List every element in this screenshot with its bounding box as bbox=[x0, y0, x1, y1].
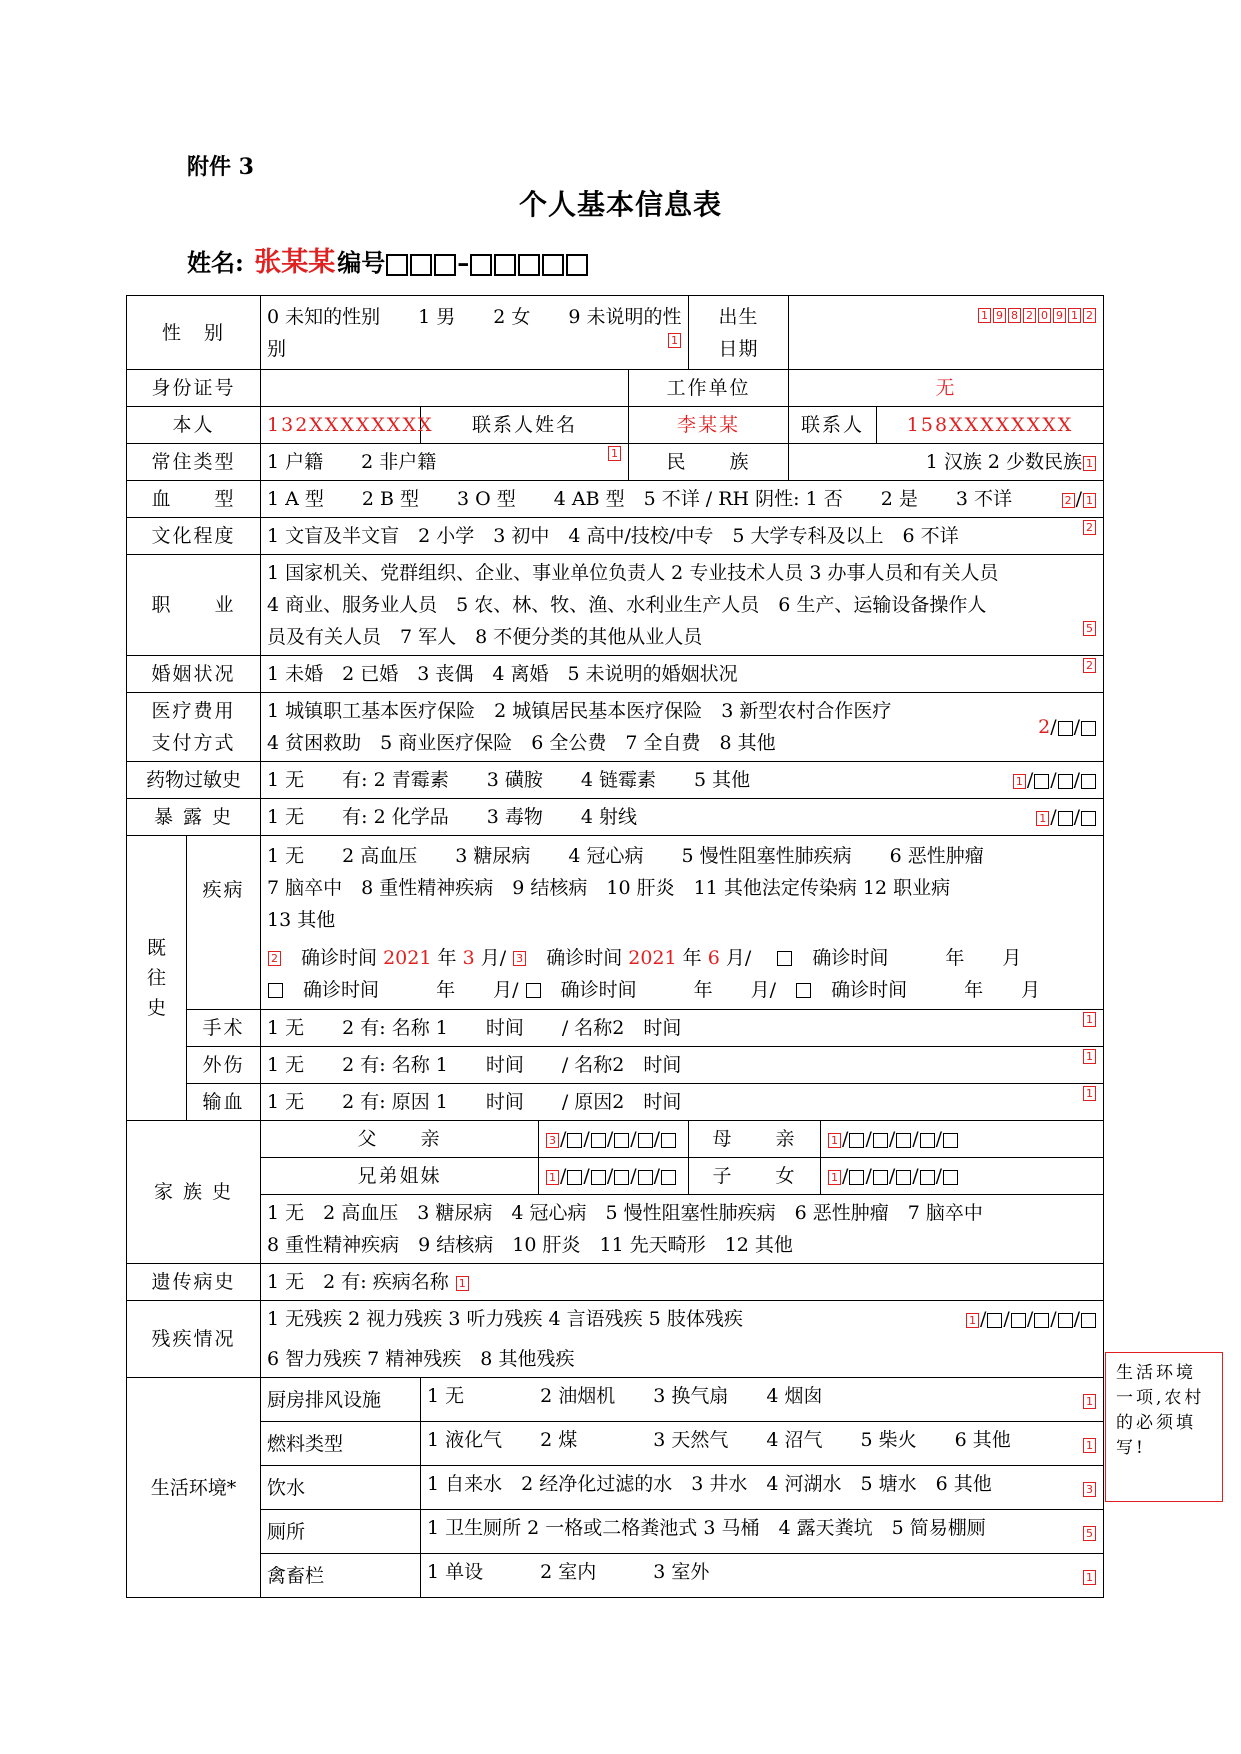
family-history-label: 家 族 史 bbox=[127, 1121, 261, 1264]
living-row-label: 厨房排风设施 bbox=[261, 1378, 421, 1422]
mother-label: 母 亲 bbox=[689, 1121, 821, 1158]
annex-label: 附件 3 bbox=[187, 154, 254, 180]
past-history-label: 既往史 bbox=[127, 836, 187, 1121]
birth-digit: 1 bbox=[1068, 308, 1081, 323]
transfusion-field[interactable]: 1 无 2 有: 原因 1 时间 / 原因2 时间 1 bbox=[261, 1084, 1104, 1121]
name-value[interactable]: 张某某 bbox=[254, 247, 336, 278]
living-row-label: 禽畜栏 bbox=[261, 1554, 421, 1598]
payment-label: 医疗费用 支付方式 bbox=[127, 693, 261, 762]
disease-field[interactable]: 1 无 2 高血压 3 糖尿病 4 冠心病 5 慢性阻塞性肺疾病 6 恶性肿瘤 7 脑卒中 8 重性精神疾病 9 结核病 10 肝炎 11 其他法定传染病 12 职业病 13 其他 2 确诊时间 2021 年 3 月/ 3 确诊时间 2021 年 6 月/ 确诊时间 年 月 确诊时间 年 月/ 确诊时间 年 月/ 确诊时间 年 月 bbox=[261, 836, 1104, 1010]
contact-phone-value[interactable]: 158XXXXXXXX bbox=[877, 407, 1104, 444]
marriage-label: 婚姻状况 bbox=[127, 656, 261, 693]
blood-field[interactable]: 1 A 型 2 B 型 3 O 型 4 AB 型 5 不详 / RH 阴性: 1 否 2 是 3 不详 2 / 1 bbox=[261, 481, 1104, 518]
payment-field[interactable]: 2/ / 1 城镇职工基本医疗保险 2 城镇居民基本医疗保险 3 新型农村合作医疗 4 贫困救助 5 商业医疗保险 6 全公费 7 全自费 8 其他 bbox=[261, 693, 1104, 762]
genetic-label: 遗传病史 bbox=[127, 1264, 261, 1301]
birth-digit: 9 bbox=[1053, 308, 1066, 323]
occupation-field[interactable]: 1 国家机关、党群组织、企业、事业单位负责人 2 专业技术人员 3 办事人员和有关人员 4 商业、服务业人员 5 农、林、牧、渔、水利业生产人员 6 生产、运输设备操作人 员及有关人员 7 军人 8 不便分类的其他从业人员 5 bbox=[261, 555, 1104, 656]
self-phone-label: 本人 bbox=[127, 407, 261, 444]
birth-date-field[interactable] bbox=[789, 296, 1104, 370]
marriage-field[interactable]: 1 未婚 2 已婚 3 丧偶 4 离婚 5 未说明的婚姻状况 2 bbox=[261, 656, 1104, 693]
gender-value: 1 bbox=[668, 333, 681, 348]
disease-label: 疾病 bbox=[187, 836, 261, 1010]
residence-label: 常住类型 bbox=[127, 444, 261, 481]
living-row-label: 厕所 bbox=[261, 1510, 421, 1554]
drinking-water-field[interactable]: 1 自来水 2 经净化过滤的水 3 井水 4 河湖水 5 塘水 6 其他 3 bbox=[421, 1466, 1104, 1510]
self-phone-value[interactable]: 132XXXXXXXX bbox=[261, 407, 421, 444]
livestock-field[interactable]: 1 单设 2 室内 3 室外 1 bbox=[421, 1554, 1104, 1598]
mother-field[interactable]: 1 / / / / / bbox=[821, 1121, 1104, 1158]
occupation-label: 职 业 bbox=[127, 555, 261, 656]
toilet-field[interactable]: 1 卫生厕所 2 一格或二格粪池式 3 马桶 4 露天粪坑 5 简易棚厕 5 bbox=[421, 1510, 1104, 1554]
work-unit-label: 工作单位 bbox=[629, 370, 789, 407]
surgery-field[interactable]: 1 无 2 有: 名称 1 时间 / 名称2 时间 1 bbox=[261, 1010, 1104, 1047]
education-label: 文化程度 bbox=[127, 518, 261, 555]
birth-digit: 9 bbox=[993, 308, 1006, 323]
child-label: 子 女 bbox=[689, 1158, 821, 1195]
number-boxes[interactable]: – bbox=[385, 248, 589, 277]
contact-name-value[interactable]: 李某某 bbox=[629, 407, 789, 444]
kitchen-exhaust-field[interactable]: 1 无 2 油烟机 3 换气扇 4 烟囱 1 bbox=[421, 1378, 1104, 1422]
name-label: 姓名: bbox=[187, 248, 244, 277]
gender-field[interactable]: 0 未知的性别 1 男 2 女 9 未说明的性别 1 bbox=[261, 296, 689, 370]
name-line bbox=[187, 240, 589, 279]
education-field[interactable]: 1 文盲及半文盲 2 小学 3 初中 4 高中/技校/中专 5 大学专科及以上 6 不详 2 bbox=[261, 518, 1104, 555]
exposure-field[interactable]: 1 无 有: 2 化学品 3 毒物 4 射线 1 / / bbox=[261, 799, 1104, 836]
blood-label: 血 型 bbox=[127, 481, 261, 518]
father-label: 父 亲 bbox=[261, 1121, 539, 1158]
page-title: 个人基本信息表 bbox=[518, 188, 722, 221]
living-environment-label: 生活环境* bbox=[127, 1378, 261, 1598]
birth-digit: 1 bbox=[978, 308, 991, 323]
sibling-label: 兄弟姐妹 bbox=[261, 1158, 539, 1195]
allergy-label: 药物过敏史 bbox=[127, 762, 261, 799]
contact-name-label: 联系人姓名 bbox=[421, 407, 629, 444]
id-label: 身份证号 bbox=[127, 370, 261, 407]
disability-field[interactable]: 1 无残疾 2 视力残疾 3 听力残疾 4 言语残疾 5 肢体残疾 1 / / / / / 6 智力残疾 7 精神残疾 8 其他残疾 bbox=[261, 1301, 1104, 1378]
residence-field[interactable]: 1 户籍 2 非户籍 1 bbox=[261, 444, 629, 481]
injury-field[interactable]: 1 无 2 有: 名称 1 时间 / 名称2 时间 1 bbox=[261, 1047, 1104, 1084]
contact-phone-label: 联系人 bbox=[789, 407, 877, 444]
birth-digit: 2 bbox=[1083, 308, 1096, 323]
ethnic-field[interactable]: 1 汉族 2 少数民族 1 bbox=[789, 444, 1104, 481]
injury-label: 外伤 bbox=[187, 1047, 261, 1084]
birth-digit: 0 bbox=[1038, 308, 1051, 323]
birth-digit: 2 bbox=[1023, 308, 1036, 323]
fuel-type-field[interactable]: 1 液化气 2 煤 3 天然气 4 沼气 5 柴火 6 其他 1 bbox=[421, 1422, 1104, 1466]
living-row-label: 燃料类型 bbox=[261, 1422, 421, 1466]
allergy-field[interactable]: 1 无 有: 2 青霉素 3 磺胺 4 链霉素 5 其他 1 / / / bbox=[261, 762, 1104, 799]
exposure-label: 暴 露 史 bbox=[127, 799, 261, 836]
disability-label: 残疾情况 bbox=[127, 1301, 261, 1378]
living-row-label: 饮水 bbox=[261, 1466, 421, 1510]
birth-label: 出生 日期 bbox=[689, 296, 789, 370]
id-number-field[interactable] bbox=[261, 370, 629, 407]
sibling-field[interactable]: 1 / / / / / bbox=[539, 1158, 689, 1195]
birth-digit: 8 bbox=[1008, 308, 1021, 323]
family-disease-options: 1 无 2 高血压 3 糖尿病 4 冠心病 5 慢性阻塞性肺疾病 6 恶性肿瘤 7 脑卒中 8 重性精神疾病 9 结核病 10 肝炎 11 先天畸形 12 其他 bbox=[261, 1195, 1104, 1264]
work-unit-value[interactable]: 无 bbox=[789, 370, 1104, 407]
surgery-label: 手术 bbox=[187, 1010, 261, 1047]
living-environment-note: 生活环境一项,农村的必须填写! bbox=[1105, 1352, 1223, 1502]
transfusion-label: 输血 bbox=[187, 1084, 261, 1121]
info-table bbox=[126, 295, 1104, 1598]
ethnic-label: 民 族 bbox=[629, 444, 789, 481]
genetic-field[interactable]: 1 无 2 有: 疾病名称 1 bbox=[261, 1264, 1104, 1301]
gender-label: 性 别 bbox=[127, 296, 261, 370]
number-label: 编号 bbox=[337, 248, 386, 277]
child-field[interactable]: 1 / / / / / bbox=[821, 1158, 1104, 1195]
father-field[interactable]: 3 / / / / / bbox=[539, 1121, 689, 1158]
